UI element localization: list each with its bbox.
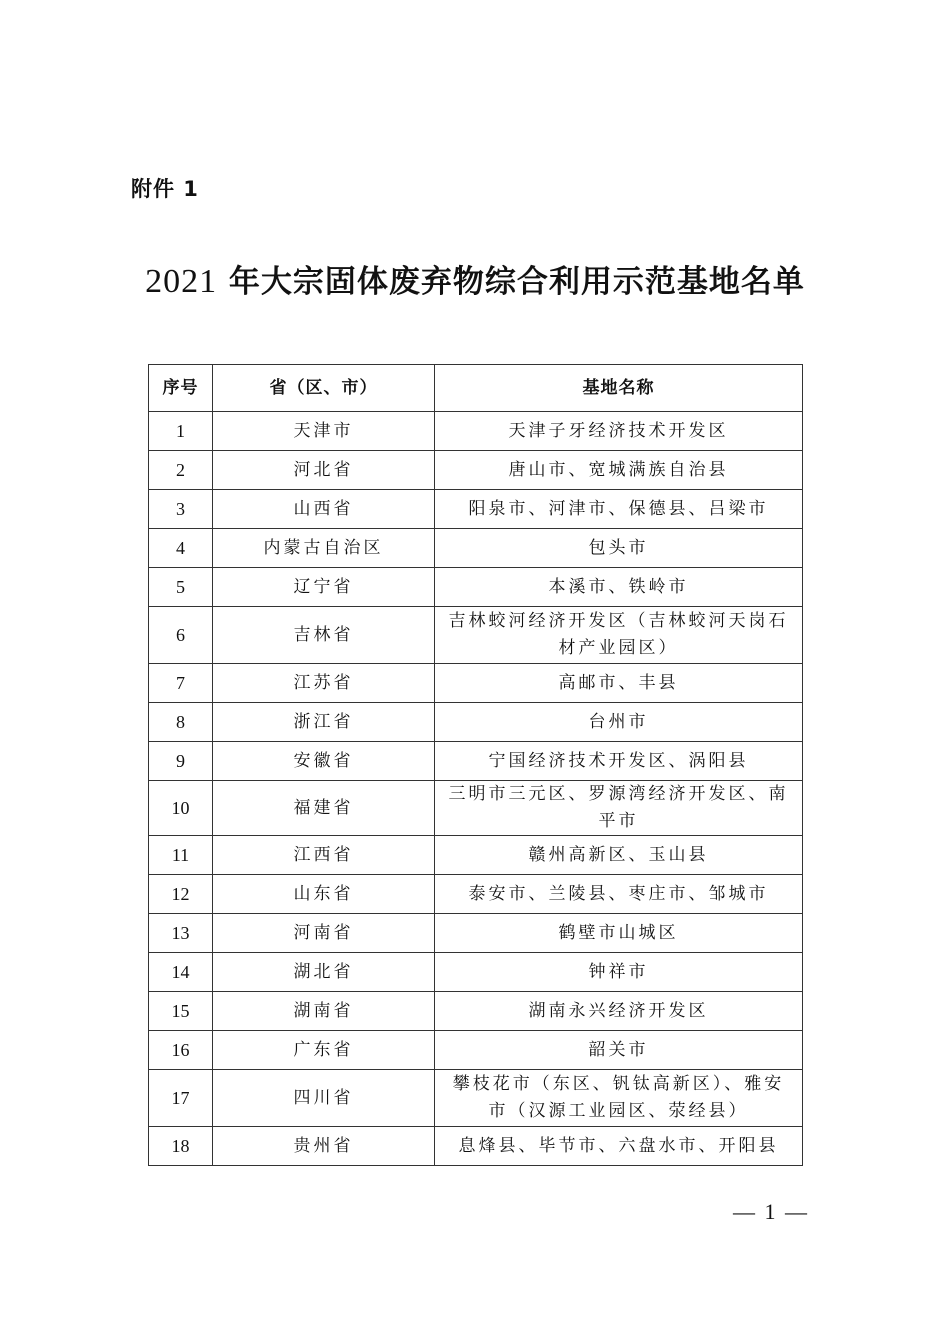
row-province: 河北省 <box>213 451 435 490</box>
table-row <box>149 1127 803 1166</box>
row-province: 四川省 <box>213 1070 435 1127</box>
row-base-name: 宁国经济技术开发区、涡阳县 <box>435 742 803 781</box>
table-row <box>149 412 803 451</box>
row-base-name: 攀枝花市（东区、钒钛高新区）、雅安市（汉源工业园区、荥经县） <box>435 1070 803 1127</box>
table-row <box>149 664 803 703</box>
row-num: 18 <box>149 1127 213 1166</box>
row-province: 湖南省 <box>213 992 435 1031</box>
row-base-name: 天津子牙经济技术开发区 <box>435 412 803 451</box>
table-row <box>149 953 803 992</box>
row-province: 福建省 <box>213 781 435 836</box>
row-base-name: 台州市 <box>435 703 803 742</box>
row-base-name: 钟祥市 <box>435 953 803 992</box>
row-province: 广东省 <box>213 1031 435 1070</box>
table-row <box>149 992 803 1031</box>
header-province: 省（区、市） <box>213 365 435 412</box>
table-row <box>149 742 803 781</box>
row-num: 15 <box>149 992 213 1031</box>
row-province: 安徽省 <box>213 742 435 781</box>
table-row <box>149 607 803 664</box>
table-row <box>149 1070 803 1127</box>
row-base-name: 韶关市 <box>435 1031 803 1070</box>
title-year: 2021 <box>145 263 218 300</box>
row-province: 江苏省 <box>213 664 435 703</box>
row-base-name: 泰安市、兰陵县、枣庄市、邹城市 <box>435 875 803 914</box>
table-row <box>149 875 803 914</box>
demonstration-base-table <box>148 364 803 1166</box>
row-base-name: 阳泉市、河津市、保德县、吕梁市 <box>435 490 803 529</box>
table-row <box>149 568 803 607</box>
row-num: 11 <box>149 836 213 875</box>
row-num: 10 <box>149 781 213 836</box>
row-base-name: 包头市 <box>435 529 803 568</box>
row-base-name: 湖南永兴经济开发区 <box>435 992 803 1031</box>
row-num: 3 <box>149 490 213 529</box>
row-num: 6 <box>149 607 213 664</box>
row-num: 17 <box>149 1070 213 1127</box>
title-text: 年大宗固体废弃物综合利用示范基地名单 <box>217 264 805 300</box>
row-base-name: 三明市三元区、罗源湾经济开发区、南平市 <box>435 781 803 836</box>
attachment-label: 附件 1 <box>131 177 199 201</box>
row-num: 9 <box>149 742 213 781</box>
row-province: 山东省 <box>213 875 435 914</box>
header-num: 序号 <box>149 365 213 412</box>
row-base-name: 吉林蛟河经济开发区（吉林蛟河天岗石材产业园区） <box>435 607 803 664</box>
row-base-name: 唐山市、宽城满族自治县 <box>435 451 803 490</box>
table-row <box>149 1031 803 1070</box>
row-num: 1 <box>149 412 213 451</box>
row-base-name: 鹤壁市山城区 <box>435 914 803 953</box>
table-row <box>149 490 803 529</box>
row-province: 河南省 <box>213 914 435 953</box>
page-number: — 1 — <box>733 1199 809 1224</box>
row-province: 天津市 <box>213 412 435 451</box>
row-base-name: 息烽县、毕节市、六盘水市、开阳县 <box>435 1127 803 1166</box>
row-num: 16 <box>149 1031 213 1070</box>
row-province: 山西省 <box>213 490 435 529</box>
header-base-name: 基地名称 <box>435 365 803 412</box>
row-province: 浙江省 <box>213 703 435 742</box>
row-num: 13 <box>149 914 213 953</box>
row-province: 吉林省 <box>213 607 435 664</box>
row-base-name: 高邮市、丰县 <box>435 664 803 703</box>
table-row <box>149 781 803 836</box>
row-province: 内蒙古自治区 <box>213 529 435 568</box>
row-num: 2 <box>149 451 213 490</box>
table-header-row <box>149 365 803 412</box>
table-row <box>149 703 803 742</box>
row-num: 12 <box>149 875 213 914</box>
row-province: 贵州省 <box>213 1127 435 1166</box>
row-province: 辽宁省 <box>213 568 435 607</box>
table-row <box>149 451 803 490</box>
row-province: 湖北省 <box>213 953 435 992</box>
table-row <box>149 914 803 953</box>
row-num: 7 <box>149 664 213 703</box>
document-title <box>0 256 950 301</box>
row-num: 5 <box>149 568 213 607</box>
row-province: 江西省 <box>213 836 435 875</box>
row-num: 14 <box>149 953 213 992</box>
row-num: 8 <box>149 703 213 742</box>
row-num: 4 <box>149 529 213 568</box>
row-base-name: 赣州高新区、玉山县 <box>435 836 803 875</box>
row-base-name: 本溪市、铁岭市 <box>435 568 803 607</box>
table-row <box>149 529 803 568</box>
table-row <box>149 836 803 875</box>
